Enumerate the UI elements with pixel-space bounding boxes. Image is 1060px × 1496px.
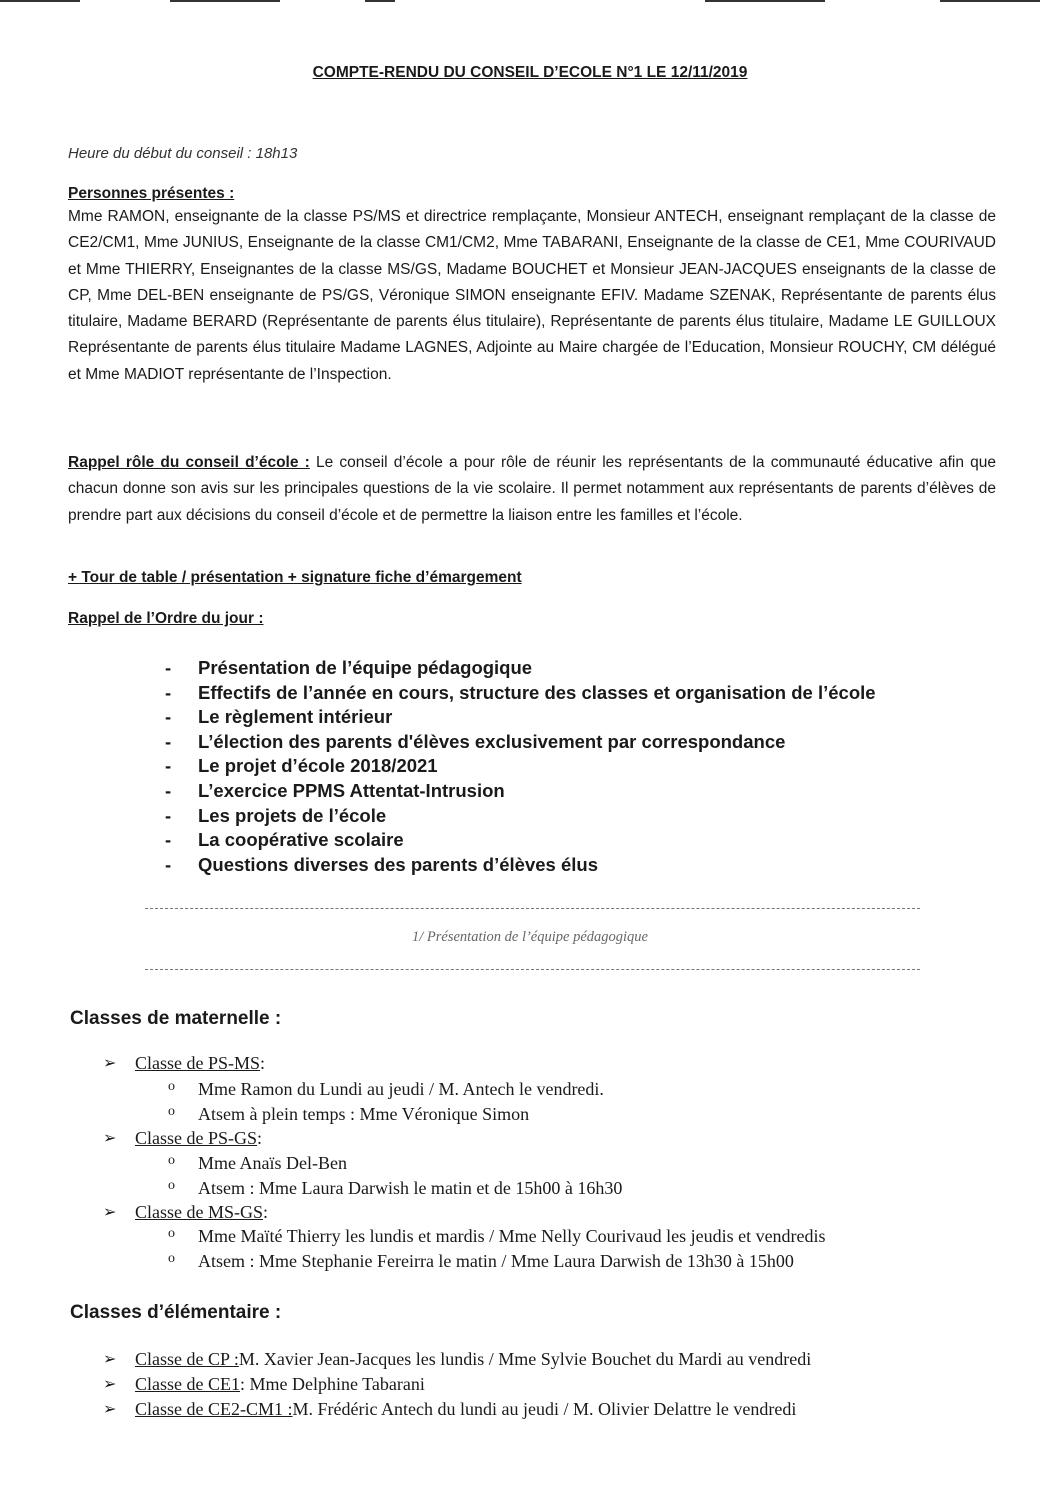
class-name: Classe de CE1 bbox=[135, 1374, 240, 1394]
class-item: ➢ Classe de CE1 : Mme Delphine Tabarani bbox=[103, 1374, 425, 1394]
agenda-item: - Le règlement intérieur bbox=[165, 705, 876, 730]
document-title: COMPTE-RENDU DU CONSEIL D’ECOLE N°1 LE 12/11/2019 bbox=[312, 64, 748, 81]
dash-bullet: - bbox=[165, 804, 172, 826]
maternelle-heading: Classes de maternelle : bbox=[70, 1008, 282, 1029]
dash-bullet: - bbox=[165, 657, 172, 678]
circle-bullet-icon: o bbox=[168, 1079, 175, 1094]
class-detail: o Atsem : Mme Stephanie Fereirra le matin / Mme Laura Darwish de 13h30 à 15h00 bbox=[168, 1251, 794, 1271]
agenda-item: - Présentation de l’équipe pédagogique bbox=[165, 656, 876, 681]
dash-bullet: - bbox=[165, 730, 172, 752]
class-item: ➢ Classe de MS-GS : bbox=[103, 1202, 269, 1222]
class-detail: o Atsem à plein temps : Mme Véronique Simon bbox=[168, 1104, 530, 1124]
class-item: ➢ Classe de PS-MS : bbox=[103, 1053, 266, 1073]
circle-bullet-icon: o bbox=[168, 1104, 175, 1119]
class-detail: o Mme Maïté Thierry les lundis et mardis / Mme Nelly Courivaud les jeudis et vendredis bbox=[168, 1226, 826, 1246]
arrow-bullet-icon: ➢ bbox=[103, 1130, 117, 1147]
class-item: ➢ Classe de CE2-CM1 : M. Frédéric Antech du lundi au jeudi / M. Olivier Delattre le vendredi bbox=[103, 1399, 797, 1419]
class-detail: o Atsem : Mme Laura Darwish le matin et de 15h00 à 16h30 bbox=[168, 1178, 623, 1198]
class-name: Classe de CP : bbox=[135, 1349, 239, 1369]
arrow-bullet-icon: ➢ bbox=[103, 1204, 117, 1221]
scan-artifact bbox=[0, 0, 80, 2]
present-heading-label: Personnes présentes : bbox=[68, 185, 235, 202]
circle-bullet-icon: o bbox=[168, 1251, 175, 1266]
agenda-item: - Effectifs de l’année en cours, structure des classes et organisation de l’école bbox=[165, 681, 876, 706]
arrow-bullet-icon: ➢ bbox=[103, 1376, 117, 1393]
circle-bullet-icon: o bbox=[168, 1226, 175, 1241]
dash-bullet: - bbox=[165, 829, 172, 851]
scan-artifact bbox=[365, 0, 395, 2]
circle-bullet-icon: o bbox=[168, 1153, 175, 1168]
tour-de-table: + Tour de table / présentation + signature fiche d’émargement bbox=[68, 569, 522, 586]
arrow-bullet-icon: ➢ bbox=[103, 1055, 117, 1072]
agenda-item: - Les projets de l’école bbox=[165, 804, 876, 829]
agenda-item: - L’élection des parents d'élèves exclusivement par correspondance bbox=[165, 730, 876, 755]
section-divider bbox=[145, 908, 920, 909]
role-text: Le conseil d’école a pour rôle de réunir les représentants de la communauté éducative afin que chacun donne son avis sur les principales questions de la vie scolaire. Il permet notamment aux représentants de parents d’élèves de prendre part aux décisions du conseil d’école et de permettre la liaison entre les familles et l’école. bbox=[68, 454, 996, 524]
class-name: Classe de CE2-CM1 : bbox=[135, 1399, 293, 1419]
arrow-bullet-icon: ➢ bbox=[103, 1351, 117, 1368]
dash-bullet: - bbox=[165, 853, 172, 875]
agenda-list bbox=[165, 656, 876, 877]
class-item: ➢ Classe de CP : M. Xavier Jean-Jacques les lundis / Mme Sylvie Bouchet du Mardi au vendredi bbox=[103, 1349, 812, 1369]
role-paragraph bbox=[68, 450, 996, 529]
circle-bullet-icon: o bbox=[168, 1178, 175, 1193]
agenda-item: - La coopérative scolaire bbox=[165, 828, 876, 853]
dash-bullet: - bbox=[165, 755, 172, 777]
scan-artifact bbox=[170, 0, 280, 2]
dash-bullet: - bbox=[165, 681, 172, 703]
class-name: Classe de PS-MS bbox=[135, 1053, 261, 1073]
dash-bullet: - bbox=[165, 779, 172, 801]
section-divider bbox=[145, 969, 920, 970]
scan-artifact bbox=[705, 0, 825, 2]
class-name: Classe de PS-GS bbox=[135, 1128, 258, 1148]
agenda-item: - Questions diverses des parents d’élèves élus bbox=[165, 853, 876, 878]
section-title: 1/ Présentation de l’équipe pédagogique bbox=[412, 929, 648, 945]
agenda-item: - Le projet d’école 2018/2021 bbox=[165, 754, 876, 779]
role-heading: Rappel rôle du conseil d’école : bbox=[68, 454, 310, 471]
dash-bullet: - bbox=[165, 706, 172, 728]
arrow-bullet-icon: ➢ bbox=[103, 1401, 117, 1418]
agenda-heading: Rappel de l’Ordre du jour : bbox=[68, 610, 264, 627]
present-list: Mme RAMON, enseignante de la classe PS/MS et directrice remplaçante, Monsieur ANTECH, enseignant remplaçant de la classe de CE2/CM1, Mme JUNIUS, Enseignante de la classe CM1/CM2, Mme TABARANI, Enseignante de la classe de CE1, Mme COURIVAUD et Mme THIERRY, Enseignantes de la classe MS/GS, Madame BOUCHET et Monsieur JEAN-JACQUES enseignants de la classe de CP, Mme DEL-BEN enseignante de PS/GS, Véronique SIMON enseignante EFIV. Madame SZENAK, Représentante de parents élus titulaire, Madame BERARD (Représentante de parents élus titulaire), Représentante de parents élus titulaire, Madame LE GUILLOUX Représentante de parents élus titulaire Madame LAGNES, Adjointe au Maire chargée de l’Education, Monsieur ROUCHY, CM délégué et Mme MADIOT représentante de l’Inspection. bbox=[68, 208, 996, 383]
agenda-item: - L’exercice PPMS Attentat-Intrusion bbox=[165, 779, 876, 804]
class-detail: o Mme Anaïs Del-Ben bbox=[168, 1153, 347, 1173]
scan-artifact bbox=[940, 0, 1040, 2]
elementaire-heading: Classes d’élémentaire : bbox=[70, 1302, 282, 1323]
start-time: Heure du début du conseil : 18h13 bbox=[68, 145, 298, 162]
class-name: Classe de MS-GS bbox=[135, 1202, 264, 1222]
class-detail: o Mme Ramon du Lundi au jeudi / M. Antech le vendredi. bbox=[168, 1079, 604, 1099]
class-item: ➢ Classe de PS-GS : bbox=[103, 1128, 263, 1148]
